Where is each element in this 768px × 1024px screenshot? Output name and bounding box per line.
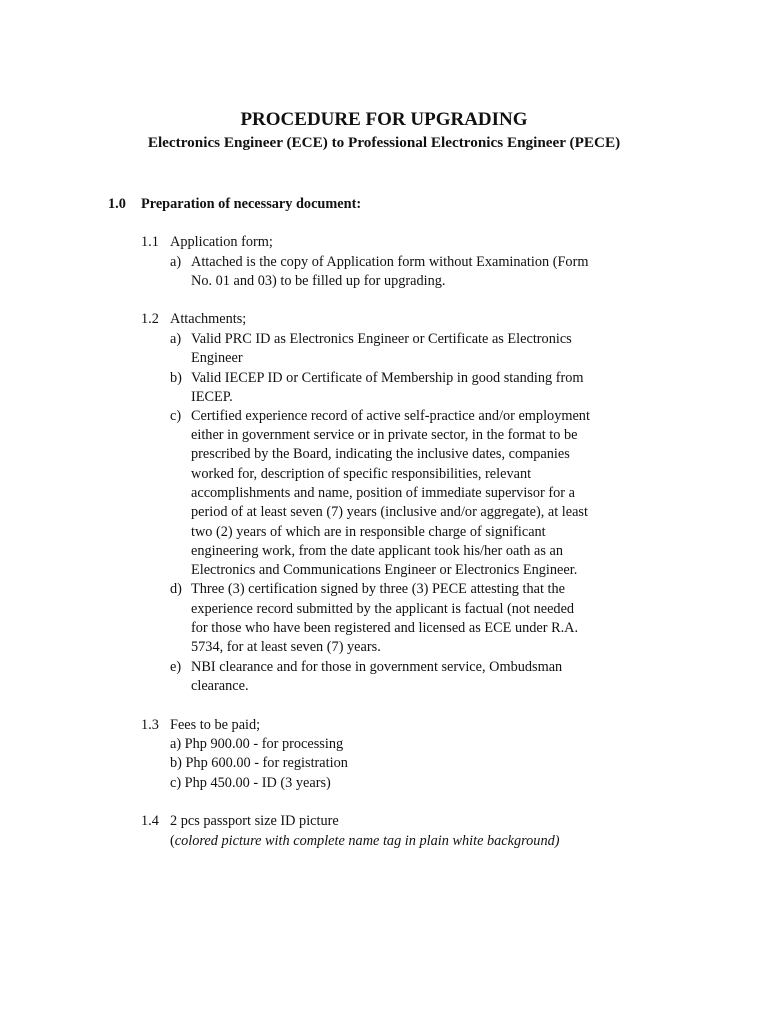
- list-item-marker: c): [170, 408, 182, 424]
- list-item-line: Attached is the copy of Application form without Examination (Form: [191, 254, 589, 270]
- list-item-line: No. 01 and 03) to be filled up for upgrading.: [191, 273, 446, 289]
- list-item-line: worked for, description of specific responsibilities, relevant: [191, 466, 532, 482]
- list-item-marker: d): [170, 581, 182, 597]
- list-item-marker: b): [170, 370, 182, 386]
- fee-line: b) Php 600.00 - for registration: [170, 755, 348, 771]
- section-heading: Preparation of necessary document:: [141, 196, 362, 212]
- subsection-number: 1.4: [141, 813, 159, 829]
- fee-line: c) Php 450.00 - ID (3 years): [170, 775, 331, 791]
- list-item-marker: a): [170, 331, 182, 347]
- document-subtitle: Electronics Engineer (ECE) to Professional Electronics Engineer (PECE): [147, 134, 621, 151]
- subsection-number: 1.3: [141, 717, 159, 733]
- list-item-line: period of at least seven (7) years (inclusive and/or aggregate), at least: [191, 504, 588, 520]
- list-item-line: IECEP.: [191, 389, 233, 405]
- list-item-line: prescribed by the Board, indicating the inclusive dates, companies: [191, 446, 570, 462]
- list-item-line: accomplishments and name, position of immediate supervisor for a: [191, 485, 575, 501]
- picture-note: [170, 832, 560, 851]
- list-item-line: Valid IECEP ID or Certificate of Membership in good standing from: [191, 370, 584, 386]
- list-item-line: Certified experience record of active self-practice and/or employment: [191, 408, 590, 424]
- list-item-line: two (2) years of which are in responsible charge of significant: [191, 524, 546, 540]
- list-item-line: NBI clearance and for those in government service, Ombudsman: [191, 659, 563, 675]
- list-item-marker: a): [170, 254, 182, 270]
- document-title: PROCEDURE FOR UPGRADING: [240, 109, 528, 130]
- list-item-line: engineering work, from the date applicant took his/her oath as an: [191, 543, 563, 559]
- subsection-number: 1.1: [141, 234, 159, 250]
- fee-line: a) Php 900.00 - for processing: [170, 736, 344, 752]
- subsection-title: Attachments;: [170, 311, 247, 327]
- subsection-title: Fees to be paid;: [170, 717, 261, 733]
- list-item-line: 5734, for at least seven (7) years.: [191, 639, 381, 655]
- list-item-line: Engineer: [191, 350, 243, 366]
- list-item-marker: e): [170, 659, 182, 675]
- subsection-title: Application form;: [170, 234, 273, 250]
- list-item-line: clearance.: [191, 678, 249, 694]
- list-item-line: Valid PRC ID as Electronics Engineer or Certificate as Electronics: [191, 331, 572, 347]
- subsection-number: 1.2: [141, 311, 159, 327]
- picture-note-text: colored picture with complete name tag in plain white background): [174, 833, 560, 849]
- list-item-line: experience record submitted by the applicant is factual (not needed: [191, 601, 575, 617]
- list-item-line: Electronics and Communications Engineer or Electronics Engineer.: [191, 562, 578, 578]
- list-item-line: for those who have been registered and licensed as ECE under R.A.: [191, 620, 579, 636]
- section-number: 1.0: [108, 196, 126, 212]
- list-item-line: Three (3) certification signed by three (3) PECE attesting that the: [191, 581, 565, 597]
- list-item-line: either in government service or in private sector, in the format to be: [191, 427, 578, 443]
- subsection-title: 2 pcs passport size ID picture: [170, 813, 339, 829]
- picture-note-paren: (: [170, 833, 175, 849]
